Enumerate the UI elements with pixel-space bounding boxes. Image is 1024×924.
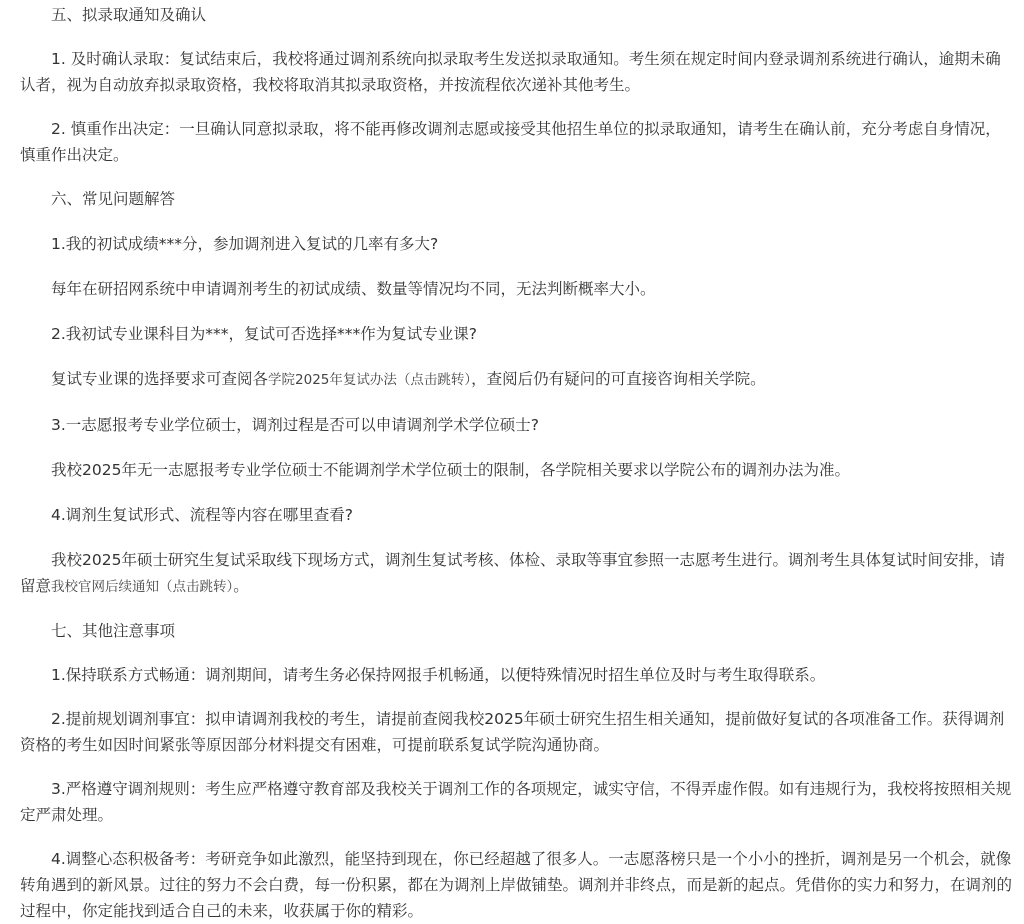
official-notice-link[interactable]: 我校官网后续通知（点击跳转） [51,579,234,595]
section-7-item-1: 1.保持联系方式畅通：调剂期间，请考生务必保持网报手机畅通，以便特殊情况时招生单位及时与考生取得联系。 [51,666,826,684]
faq-answer-2 [20,366,1016,393]
section-5-item-2: 2. 慎重作出决定：一旦确认同意拟录取，将不能再修改调剂志愿或接受其他招生单位的拟录取通知，请考生在确认前，充分考虑自身情况，慎重作出决定。 [20,120,1001,164]
faq-question-2: 2.我初试专业课科目为***，复试可否选择***作为复试专业课? [51,325,478,343]
faq-answer-2-text-end: ，查阅后仍有疑问的可直接咨询相关学院。 [471,370,766,388]
section-7-item-2: 2.提前规划调剂事宜：拟申请调剂我校的考生，请提前查阅我校2025年硕士研究生招生相关通知，提前做好复试的各项准备工作。获得调剂资格的考生如因时间紧张等原因部分材料提交有困难，可提前联系复试学院沟通协商。 [20,710,1005,754]
article-body [0,2,1024,924]
section-7-heading: 七、其他注意事项 [51,622,176,640]
faq-answer-2-text: 复试专业课的选择要求可查阅各 [51,370,269,388]
faq-question-3: 3.一志愿报考专业学位硕士，调剂过程是否可以申请调剂学术学位硕士? [51,416,540,434]
faq-answer-4 [20,547,1016,600]
faq-answer-3: 我校2025年无一志愿报考专业学位硕士不能调剂学术学位硕士的限制，各学院相关要求以学院公布的调剂办法为准。 [51,461,850,479]
section-6-heading: 六、常见问题解答 [51,190,176,208]
section-7-item-4: 4.调整心态积极备考：考研竞争如此激烈，能坚持到现在，你已经超越了很多人。一志愿落榜只是一个小小的挫折，调剂是另一个机会，就像转角遇到的新风景。过往的努力不会白费，每一份积累，都在为调剂上岸做铺垫。调剂并非终点，而是新的起点。凭借你的实力和努力，在调剂的过程中，你定能找到适合自己的未来，收获属于你的精彩。 [20,850,1013,920]
faq-answer-4-text-end: 。 [233,577,249,595]
faq-answer-4-text: 我校2025年硕士研究生复试采取线下现场方式，调剂生复试考核、体检、录取等事宜参照一志愿考生进行。调剂考生具体复试时间安排，请留意 [20,551,1005,595]
college-retest-rules-link[interactable]: 学院2025年复试办法（点击跳转） [268,372,472,388]
section-5-heading: 五、拟录取通知及确认 [51,6,207,24]
faq-answer-1: 每年在研招网系统中申请调剂考生的初试成绩、数量等情况均不同，无法判断概率大小。 [51,280,656,298]
section-7-item-3: 3.严格遵守调剂规则：考生应严格遵守教育部及我校关于调剂工作的各项规定，诚实守信，不得弄虚作假。如有违规行为，我校将按照相关规定严肃处理。 [20,780,1012,824]
faq-question-1: 1.我的初试成绩***分，参加调剂进入复试的几率有多大? [51,235,439,253]
faq-question-4: 4.调剂生复试形式、流程等内容在哪里查看? [51,506,354,524]
section-5-item-1: 1. 及时确认录取：复试结束后，我校将通过调剂系统向拟录取考生发送拟录取通知。考生须在规定时间内登录调剂系统进行确认，逾期未确认者，视为自动放弃拟录取资格，我校将取消其拟录取资格，并按流程依次递补其他考生。 [20,50,1001,94]
